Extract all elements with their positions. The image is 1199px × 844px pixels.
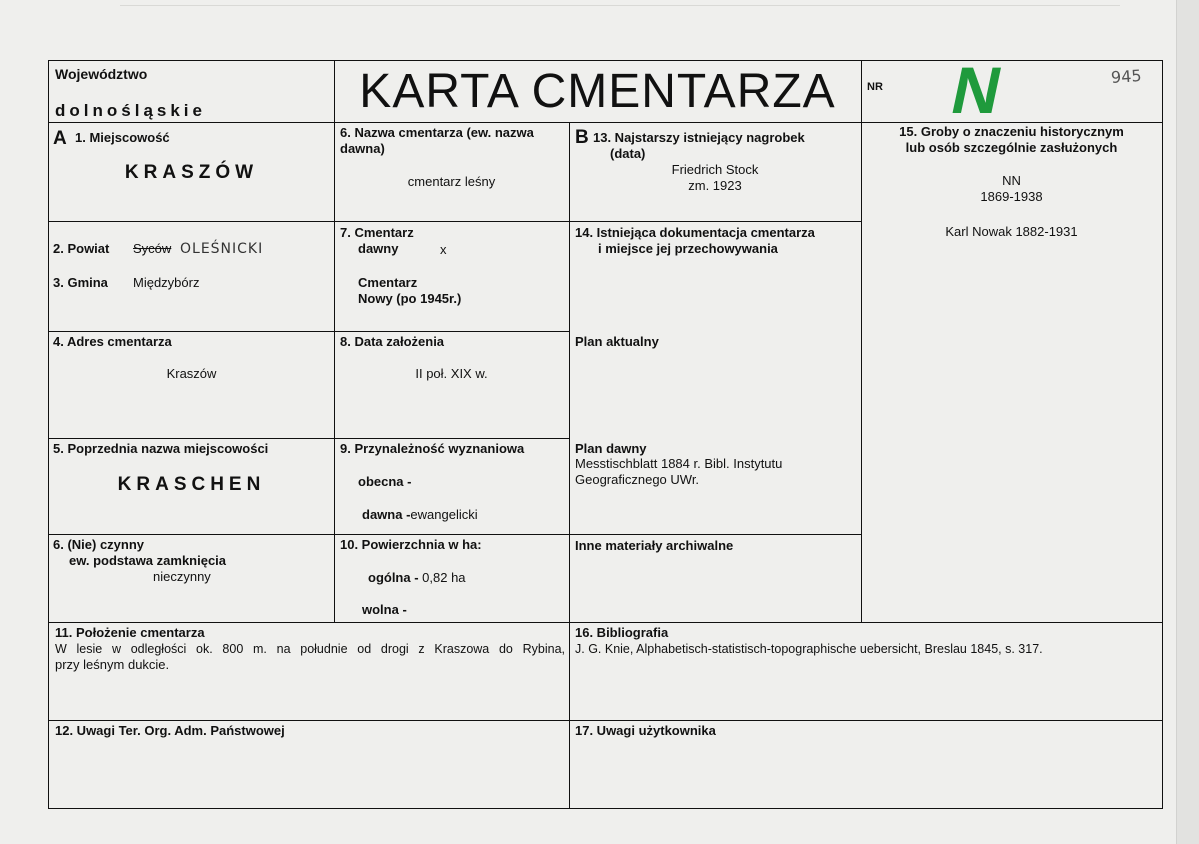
plan-aktualny-label: Plan aktualny <box>575 334 659 349</box>
czynny-label-2: ew. podstawa zamknięcia <box>69 553 227 568</box>
adres-box <box>48 331 335 439</box>
groby-entry-1: NN <box>1002 173 1021 188</box>
nagrobek-box <box>569 122 862 222</box>
data-label: 8. Data założenia <box>340 334 445 349</box>
scan-right-edge <box>1176 0 1199 844</box>
powierzchnia-wolna-label: wolna - <box>362 602 407 617</box>
powierzchnia-ogolna-value: 0,82 ha <box>418 570 466 585</box>
nr-label: NR <box>867 81 883 93</box>
dokumentacja-label-2: i miejsce jej przechowywania <box>598 241 778 256</box>
czynny-label-1: 6. (Nie) czynny <box>53 537 145 552</box>
gmina-label: 3. Gmina <box>53 275 108 290</box>
typ-label-1: 7. Cmentarz <box>340 225 414 240</box>
powiat-handwritten-value: OLEŚNICKI <box>180 241 264 257</box>
nazwa-label: 6. Nazwa cmentarza (ew. nazwa dawna) <box>340 125 534 156</box>
wyznanie-obecna-label: obecna - <box>358 474 412 489</box>
wyznanie-label: 9. Przynależność wyznaniowa <box>340 441 525 456</box>
inne-materialy-box <box>569 534 862 623</box>
wyznanie-dawna-label: dawna - <box>362 507 411 522</box>
data-zalozenia-box <box>334 331 570 439</box>
wojewodztwo-box <box>48 60 335 123</box>
typ-nowy-label-2: Nowy (po 1945r.) <box>358 291 462 306</box>
section-letter-b: B <box>575 127 589 148</box>
dokumentacja-label-1: 14. Istniejąca dokumentacja cmentarza <box>575 225 815 240</box>
powierzchnia-box <box>334 534 570 623</box>
wojewodztwo-label: Województwo <box>55 66 148 82</box>
powierzchnia-label: 10. Powierzchnia w ha: <box>340 537 482 552</box>
nr-handwritten: 945 <box>1110 65 1143 88</box>
czynny-value: nieczynny <box>153 569 211 584</box>
groby-box <box>861 122 1163 623</box>
powiat-gmina-box <box>48 221 335 332</box>
nagrobek-label-2: (data) <box>610 146 646 161</box>
powiat-label: 2. Powiat <box>53 241 110 256</box>
powiat-struck-value: Syców <box>133 241 172 256</box>
miejscowosc-label: 1. Miejscowość <box>75 130 170 145</box>
poprzednia-nazwa-box <box>48 438 335 535</box>
groby-label-2: lub osób szczególnie zasłużonych <box>905 140 1118 155</box>
title-box <box>334 60 862 123</box>
typ-nowy-label-1: Cmentarz <box>358 275 418 290</box>
nr-box <box>861 53 1163 127</box>
groby-entry-2: Karl Nowak 1882-1931 <box>945 224 1078 239</box>
gmina-value: Międzybórz <box>133 275 200 290</box>
nazwa-cmentarza-box <box>334 122 570 222</box>
nazwa-value: cmentarz leśny <box>407 174 496 189</box>
polozenie-value-1: W lesie w odległości ok. 800 m. na południe od drogi z Kraszowa do Rybina, <box>55 642 565 656</box>
wyznanie-dawna-value: ewangelicki <box>410 507 478 522</box>
adres-value: Kraszów <box>166 366 217 381</box>
groby-entry-1-years: 1869-1938 <box>980 189 1043 204</box>
scan-top-line <box>120 5 1120 6</box>
uwagi-user-box <box>569 720 1163 809</box>
bibliografia-label: 16. Bibliografia <box>575 625 669 640</box>
polozenie-label: 11. Położenie cmentarza <box>55 625 205 640</box>
poprzednia-label: 5. Poprzednia nazwa miejscowości <box>53 441 269 456</box>
nr-green-mark: N <box>945 53 1009 127</box>
section-letter-a: A <box>53 128 67 149</box>
poprzednia-value: KRASCHEN <box>117 474 266 495</box>
uwagi-user-label: 17. Uwagi użytkownika <box>575 723 716 738</box>
miejscowosc-value: KRASZÓW <box>124 162 259 183</box>
typ-cmentarza-box <box>334 221 570 332</box>
polozenie-box <box>48 622 570 721</box>
plan-dawny-label: Plan dawny <box>575 441 647 456</box>
uwagi-ter-label: 12. Uwagi Ter. Org. Adm. Państwowej <box>55 723 285 738</box>
czynny-box <box>48 534 335 623</box>
nagrobek-label-1: 13. Najstarszy istniejący nagrobek <box>593 130 805 145</box>
typ-dawny-label: dawny <box>358 241 399 256</box>
nagrobek-value-1: Friedrich Stock <box>671 162 759 177</box>
nagrobek-value-2: zm. 1923 <box>688 178 742 193</box>
powierzchnia-ogolna-label: ogólna - <box>368 570 419 585</box>
wyznanie-box <box>334 438 570 535</box>
miejscowosc-box <box>48 122 335 222</box>
plan-dawny-value-1: Messtischblatt 1884 r. Bibl. Instytutu <box>575 456 783 471</box>
adres-label: 4. Adres cmentarza <box>53 334 172 349</box>
bibliografia-box <box>569 622 1163 721</box>
dokumentacja-box <box>569 221 862 535</box>
page-title: KARTA CMENTARZA <box>359 65 836 118</box>
wojewodztwo-value: dolnośląskie <box>55 101 206 120</box>
uwagi-ter-box <box>48 720 570 809</box>
typ-dawny-mark: x <box>440 242 447 257</box>
inne-label: Inne materiały archiwalne <box>575 538 734 553</box>
data-value: II poł. XIX w. <box>415 366 488 381</box>
groby-label-1: 15. Groby o znaczeniu historycznym <box>899 124 1124 139</box>
plan-dawny-value-2: Geograficznego UWr. <box>575 472 700 487</box>
bibliografia-value: J. G. Knie, Alphabetisch-statistisch-topographische uebersicht, Breslau 1845, s. 317. <box>575 642 1043 656</box>
polozenie-value-2: przy leśnym dukcie. <box>55 657 170 672</box>
